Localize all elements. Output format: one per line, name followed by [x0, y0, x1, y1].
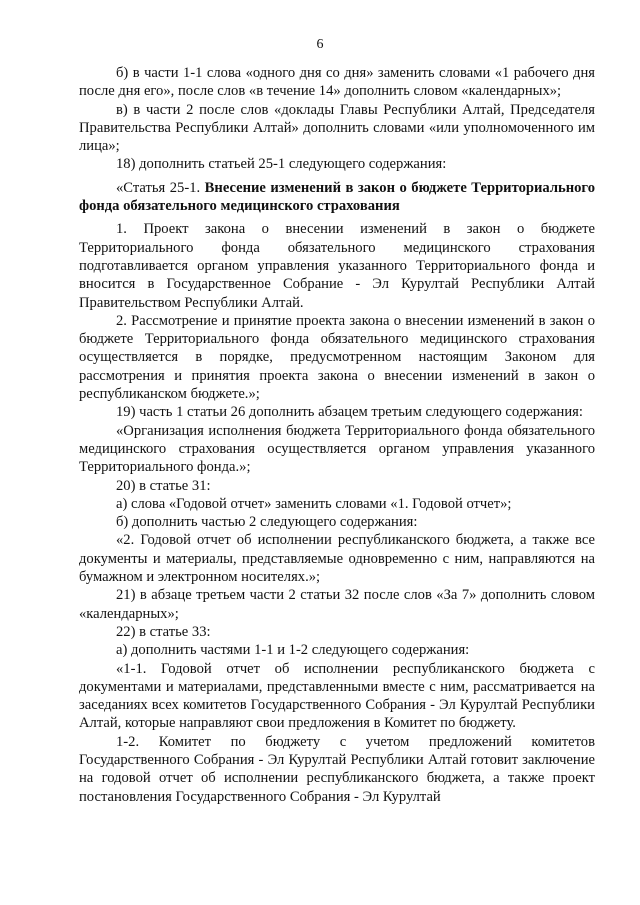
article-heading-prefix: «Статья 25-1. [116, 179, 201, 196]
document-body [79, 64, 595, 806]
paragraph-b-part-1-1: б) в части 1-1 слова «одного дня со дня» заменить словами «1 рабочего дня после дня его», после слов «в течение 14» дополнить словом «календарных»; [79, 65, 595, 100]
page-number: 6 [316, 37, 324, 52]
article-heading-title: Внесение изменений в закон о бюджете Территориального фонда обязательного медицинского страхования [79, 179, 595, 215]
paragraph-item-20: 20) в статье 31: [116, 477, 211, 494]
paragraph-article-part-2: 2. Рассмотрение и принятие проекта закона о внесении изменений в закон о бюджете Территориального фонда обязательного медицинского страхования осуществляется в порядке, предусмотренном настоящим Законом для рассмотрения и принятия проекта закона о внесении изменений в закон о республиканском бюджете.»; [79, 312, 595, 403]
paragraph-item-20-b-text: «2. Годовой отчет об исполнении республиканского бюджета, а также все документы и материалы, представляемые одновременно с ним, направляются на бумажном и электронном носителях.»; [79, 532, 595, 586]
paragraph-v-part-2: в) в части 2 после слов «доклады Главы Республики Алтай, Председателя Правительства Республики Алтай» дополнить словами «или уполномоченного им лица»; [79, 101, 595, 155]
paragraph-item-18: 18) дополнить статьей 25-1 следующего содержания: [116, 156, 447, 173]
paragraph-item-21: 21) в абзаце третьем части 2 статьи 32 после слов «За 7» дополнить словом «календарных»; [79, 587, 595, 622]
paragraph-item-20-b: б) дополнить частью 2 следующего содержания: [116, 514, 418, 531]
paragraph-item-22-a: а) дополнить частями 1-1 и 1-2 следующего содержания: [116, 642, 470, 659]
paragraph-item-19-text: «Организация исполнения бюджета Территориального фонда обязательного медицинского страхования осуществляется органом управления указанного Территориального фонда.»; [79, 422, 595, 476]
paragraph-item-22: 22) в статье 33: [116, 623, 211, 640]
paragraph-item-20-a: а) слова «Годовой отчет» заменить словами «1. Годовой отчет»; [116, 495, 512, 512]
paragraph-part-1-2: 1-2. Комитет по бюджету с учетом предложений комитетов Государственного Собрания - Эл Курултай Республики Алтай готовит заключение на годовой отчет об исполнении республиканского бюджета, а также проект постановления Государственного Собрания - Эл Курултай [79, 733, 595, 805]
paragraph-part-1-1: «1-1. Годовой отчет об исполнении республиканского бюджета с документами и материалами, представленными вместе с ним, рассматривается на заседаниях всех комитетов Государственного Собрания - Эл Курултай Республики Алтай, которые направляют свои предложения в Комитет по бюджету. [79, 660, 595, 732]
paragraph-item-19: 19) часть 1 статьи 26 дополнить абзацем третьим следующего содержания: [116, 404, 583, 421]
article-25-1-heading [79, 179, 595, 216]
paragraph-article-part-1: 1. Проект закона о внесении изменений в закон о бюджете Территориального фонда обязательного медицинского страхования подготавливается органом управления указанного Территориального фонда и вносится в Государственное Собрание - Эл Курултай Республики Алтай Правительством Республики Алтай. [79, 221, 595, 311]
